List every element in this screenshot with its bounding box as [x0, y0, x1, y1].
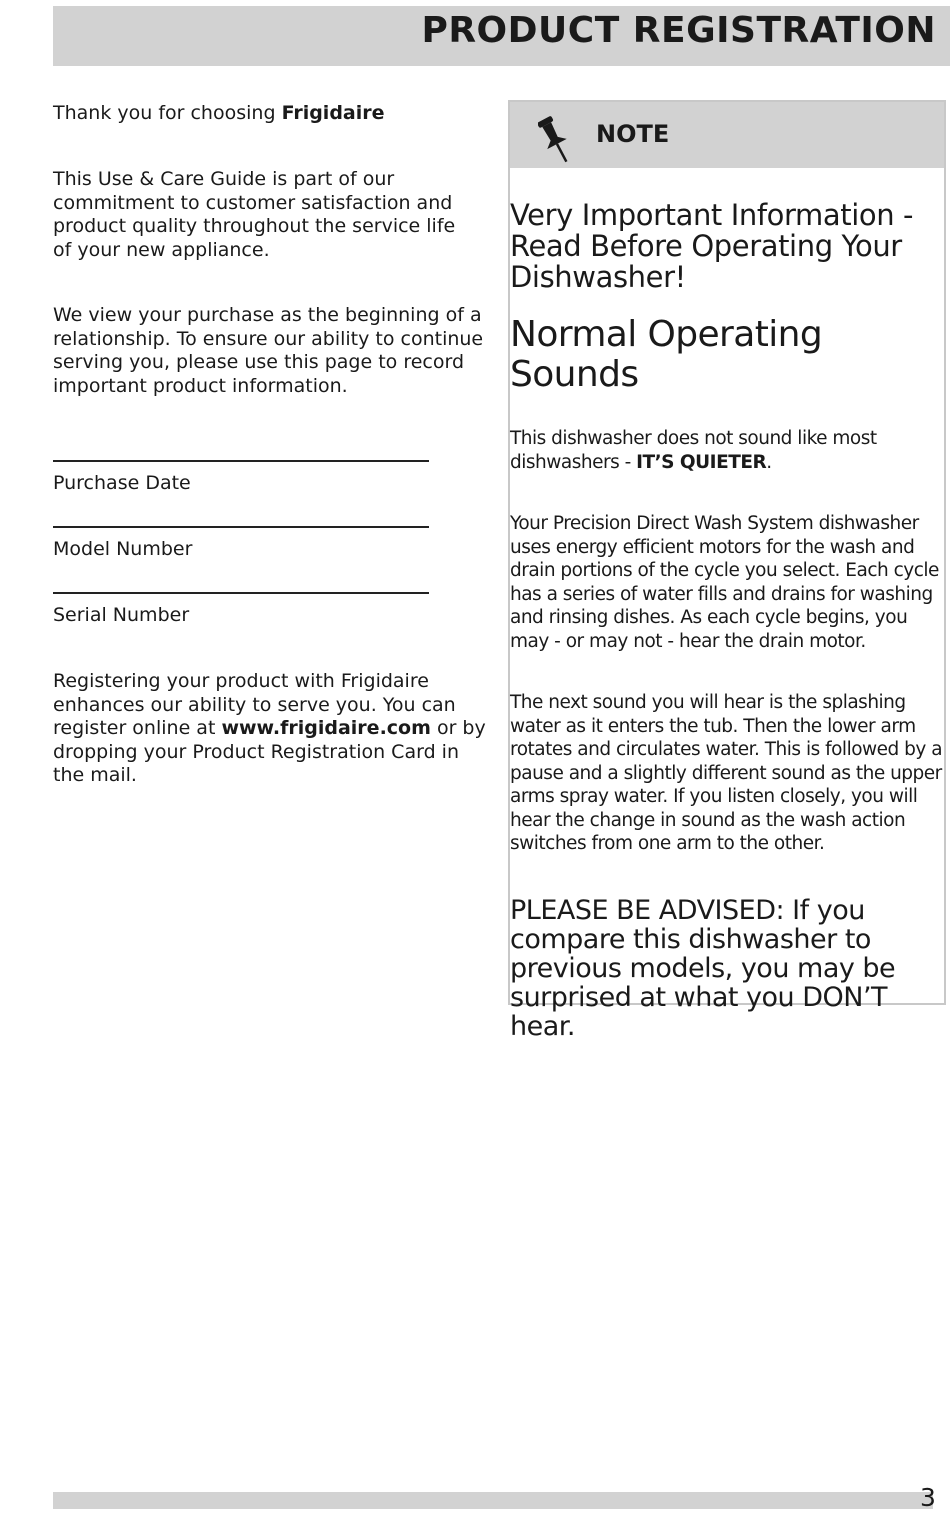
note-label: NOTE	[596, 120, 670, 148]
footer-bar	[53, 1492, 933, 1509]
wash-system-paragraph: Your Precision Direct Wash System dishwasher uses energy efficient motors for the wash and drain portions of the cycle you select. Each cycle has a series of water fills and drains for washing and rinsing dishes. As each cycle begins, you may - or may not - hear the drain motor.	[510, 513, 939, 652]
register-suffix: or by dropping your Product Registration Card in the mail.	[53, 717, 486, 786]
splashing-paragraph: The next sound you will hear is the splashing water as it enters the tub. Then the lower arm rotates and circulates water. This is followed by a pause and a slightly different sound as the upper arms spray water. If you listen closely, you will hear the change in sound as the wash action switches from one arm to the other.	[510, 692, 943, 854]
advise-paragraph: PLEASE BE ADVISED: If you compare this dishwasher to previous models, you may be surprised at what you DON’T hear.	[510, 894, 896, 1042]
page-title: PRODUCT REGISTRATION	[421, 10, 936, 51]
thanks-text	[53, 102, 493, 126]
model-number-line	[53, 526, 429, 528]
serial-number-line	[53, 592, 429, 594]
quieter-bold: IT’S QUIETER	[636, 451, 767, 473]
quieter-prefix: This dishwasher does not sound like most dishwashers -	[510, 428, 877, 473]
header-bar	[53, 6, 950, 66]
guide-text: This Use & Care Guide is part of our commitment to customer satisfaction and product quality throughout the service life of your new appliance.	[53, 168, 456, 261]
purchase-date-line	[53, 460, 429, 462]
serial-number-label: Serial Number	[53, 604, 190, 626]
note-header	[510, 102, 944, 168]
quieter-suffix: .	[766, 451, 772, 473]
brand-name: Frigidaire	[281, 102, 385, 124]
purchase-text: We view your purchase as the beginning of a relationship. To ensure our ability to continue serving you, please use this page to record important product information.	[53, 304, 484, 397]
quieter-paragraph	[510, 427, 946, 474]
sounds-title: Normal Operating Sounds	[510, 314, 823, 395]
page-number: 3	[920, 1483, 936, 1512]
register-text	[53, 670, 493, 788]
register-url-link[interactable]: www.frigidaire.com	[221, 717, 431, 739]
important-heading: Very Important Information - Read Before Operating Your Dishwasher!	[510, 198, 914, 294]
note-body	[510, 200, 944, 1041]
model-number-label: Model Number	[53, 538, 193, 560]
register-prefix: Registering your product with Frigidaire enhances our ability to serve you. You can register online at	[53, 670, 456, 739]
pushpin-icon	[538, 114, 574, 166]
thanks-prefix: Thank you for choosing	[53, 102, 282, 124]
purchase-date-label: Purchase Date	[53, 472, 191, 494]
note-box	[508, 100, 946, 1042]
